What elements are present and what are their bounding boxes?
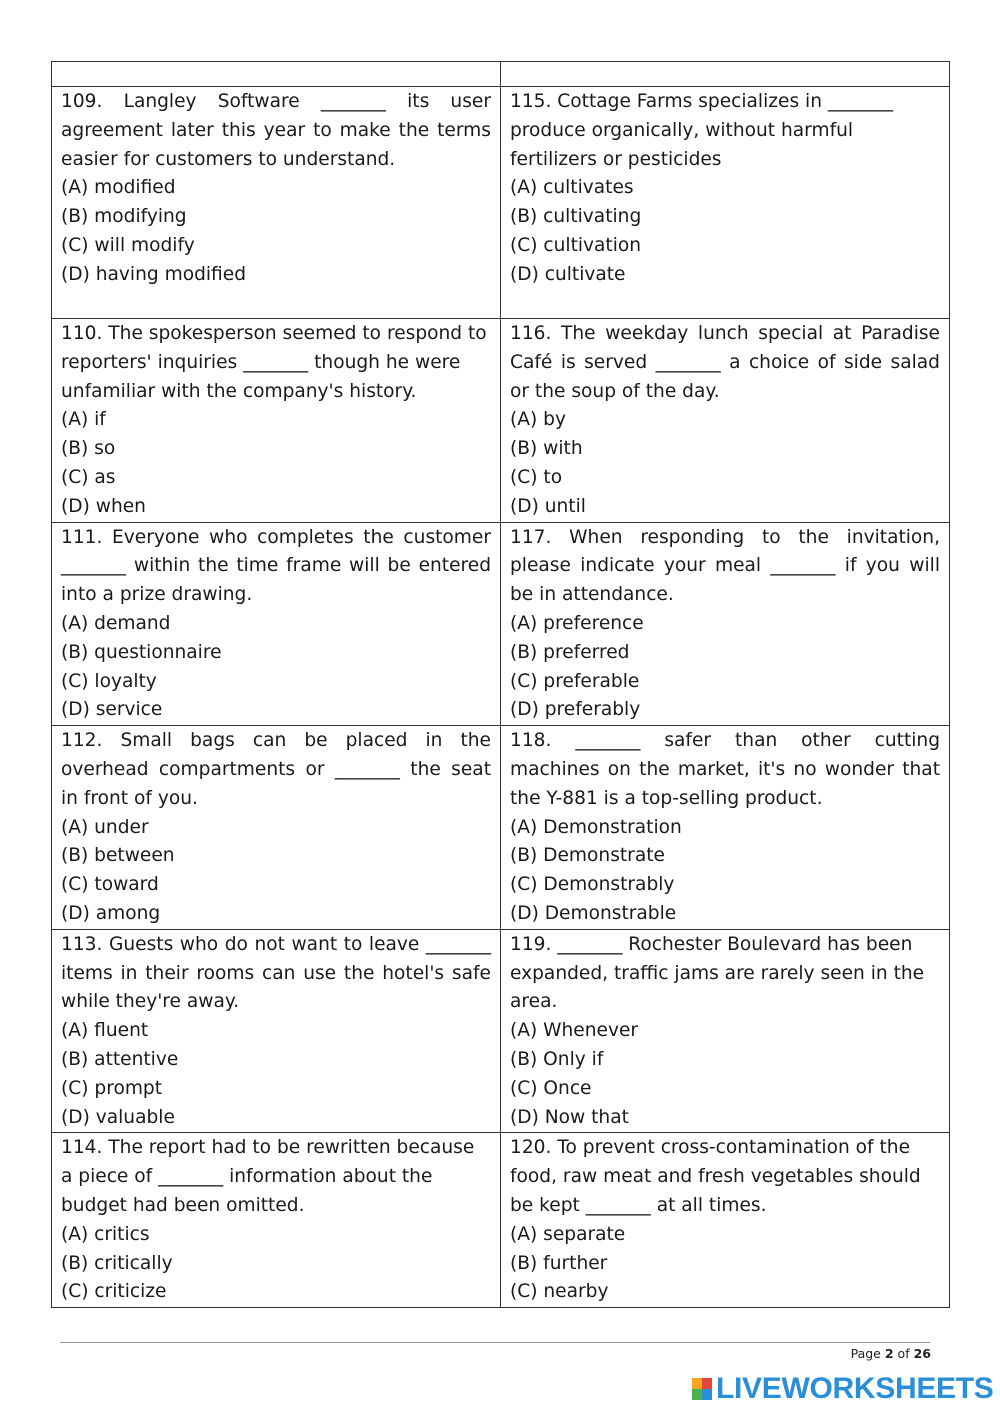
option-c: (C) nearby	[510, 1281, 609, 1303]
page-total: 26	[913, 1346, 931, 1361]
option-d: (D) Demonstrable	[510, 902, 677, 924]
option-d: (D) service	[61, 699, 163, 721]
question-119	[501, 929, 950, 1133]
option-b: (B) critically	[61, 1252, 173, 1274]
logo-tile	[692, 1378, 702, 1389]
option-b: (B) between	[61, 845, 175, 867]
option-b: (B) questionnaire	[61, 641, 222, 663]
table-row	[52, 522, 950, 726]
table-row	[52, 319, 950, 523]
question-109	[52, 87, 501, 319]
option-c: (C) criticize	[61, 1281, 167, 1303]
option-d: (D) having modified	[61, 263, 246, 285]
option-c: (C) Once	[510, 1077, 592, 1099]
option-c: (C) Demonstrably	[510, 874, 675, 896]
option-a: (A) preference	[510, 612, 644, 634]
question-114	[52, 1133, 501, 1308]
option-a: (A) fluent	[61, 1020, 149, 1042]
option-b: (B) preferred	[510, 641, 630, 663]
option-d: (D) valuable	[61, 1106, 175, 1128]
option-d: (D) preferably	[510, 699, 641, 721]
option-b: (B) Demonstrate	[510, 845, 665, 867]
option-d: (D) cultivate	[510, 263, 626, 285]
question-stem: 110. The spokesperson seemed to respond to reporters' inquiries _______ though he were unfamiliar with the company's history.	[61, 323, 487, 402]
option-c: (C) preferable	[510, 670, 640, 692]
question-stem: 114. The report had to be rewritten because a piece of _______ information about the budget had been omitted.	[61, 1137, 475, 1216]
option-a: (A) cultivates	[510, 177, 634, 199]
question-stem: 116. The weekday lunch special at Paradise Café is served _______ a choice of side salad or the soup of the day.	[510, 323, 940, 402]
page-of: of	[897, 1346, 910, 1361]
table-row	[52, 1133, 950, 1308]
option-c: (C) to	[510, 466, 563, 488]
question-110	[52, 319, 501, 523]
logo-icon	[692, 1378, 712, 1400]
page-current: 2	[884, 1346, 894, 1361]
option-c: (C) will modify	[61, 234, 195, 256]
page-label: Page	[850, 1346, 881, 1361]
question-stem: 109. Langley Software _______ its user agreement later this year to make the terms easier for customers to understand.	[61, 91, 491, 170]
table-row	[52, 87, 950, 319]
question-stem: 120. To prevent cross-contamination of the food, raw meat and fresh vegetables should be kept _______ at all times.	[510, 1137, 921, 1216]
question-115	[501, 87, 950, 319]
logo-tile	[702, 1378, 712, 1389]
option-a: (A) Whenever	[510, 1020, 639, 1042]
option-a: (A) separate	[510, 1223, 626, 1245]
option-b: (B) Only if	[510, 1048, 604, 1070]
footer-divider	[60, 1342, 930, 1343]
question-stem: 118. _______ safer than other cutting machines on the market, it's no wonder that the Y-881 is a top-selling product.	[510, 730, 940, 809]
question-116	[501, 319, 950, 523]
option-a: (A) modified	[61, 177, 176, 199]
table-header-row	[52, 62, 950, 87]
option-c: (C) toward	[61, 874, 159, 896]
option-d: (D) when	[61, 495, 146, 517]
option-c: (C) cultivation	[510, 234, 642, 256]
question-stem: 115. Cottage Farms specializes in _______ produce organically, without harmful fertilizers or pesticides	[510, 91, 893, 170]
option-d: (D) until	[510, 495, 586, 517]
question-stem: 112. Small bags can be placed in the overhead compartments or _______ the seat in front of you.	[61, 730, 491, 809]
logo-tile	[692, 1389, 702, 1400]
option-b: (B) with	[510, 438, 583, 460]
brand-name: LIVEWORKSHEETS	[716, 1372, 994, 1405]
question-stem: 119. _______ Rochester Boulevard has been expanded, traffic jams are rarely seen in the area.	[510, 933, 925, 1013]
option-c: (C) prompt	[61, 1077, 163, 1099]
page-number	[851, 1346, 931, 1361]
option-b: (B) modifying	[61, 206, 187, 228]
option-b: (B) cultivating	[510, 206, 642, 228]
option-b: (B) attentive	[61, 1048, 179, 1070]
table-row	[52, 726, 950, 930]
option-a: (A) critics	[61, 1223, 150, 1245]
option-a: (A) by	[510, 409, 566, 431]
table-row	[52, 929, 950, 1133]
blank-cell	[52, 62, 501, 87]
option-a: (A) Demonstration	[510, 816, 682, 838]
option-c: (C) as	[61, 466, 116, 488]
question-table	[51, 61, 950, 1308]
option-d: (D) Now that	[510, 1106, 629, 1128]
option-a: (A) if	[61, 409, 106, 431]
question-stem: 113. Guests who do not want to leave _______ items in their rooms can use the hotel's safe while they're away.	[61, 933, 491, 1013]
question-112	[52, 726, 501, 930]
option-b: (B) further	[510, 1252, 608, 1274]
option-b: (B) so	[61, 438, 116, 460]
question-118	[501, 726, 950, 930]
question-113	[52, 929, 501, 1133]
question-117	[501, 522, 950, 726]
option-a: (A) under	[61, 816, 149, 838]
liveworksheets-logo[interactable]	[692, 1374, 994, 1404]
question-120	[501, 1133, 950, 1308]
logo-tile	[702, 1389, 712, 1400]
option-d: (D) among	[61, 902, 161, 924]
option-a: (A) demand	[61, 612, 171, 634]
question-111	[52, 522, 501, 726]
blank-cell	[501, 62, 950, 87]
option-c: (C) loyalty	[61, 670, 157, 692]
question-stem: 111. Everyone who completes the customer _______ within the time frame will be entered into a prize drawing.	[61, 526, 491, 606]
question-stem: 117. When responding to the invitation, please indicate your meal _______ if you will be in attendance.	[510, 526, 940, 606]
